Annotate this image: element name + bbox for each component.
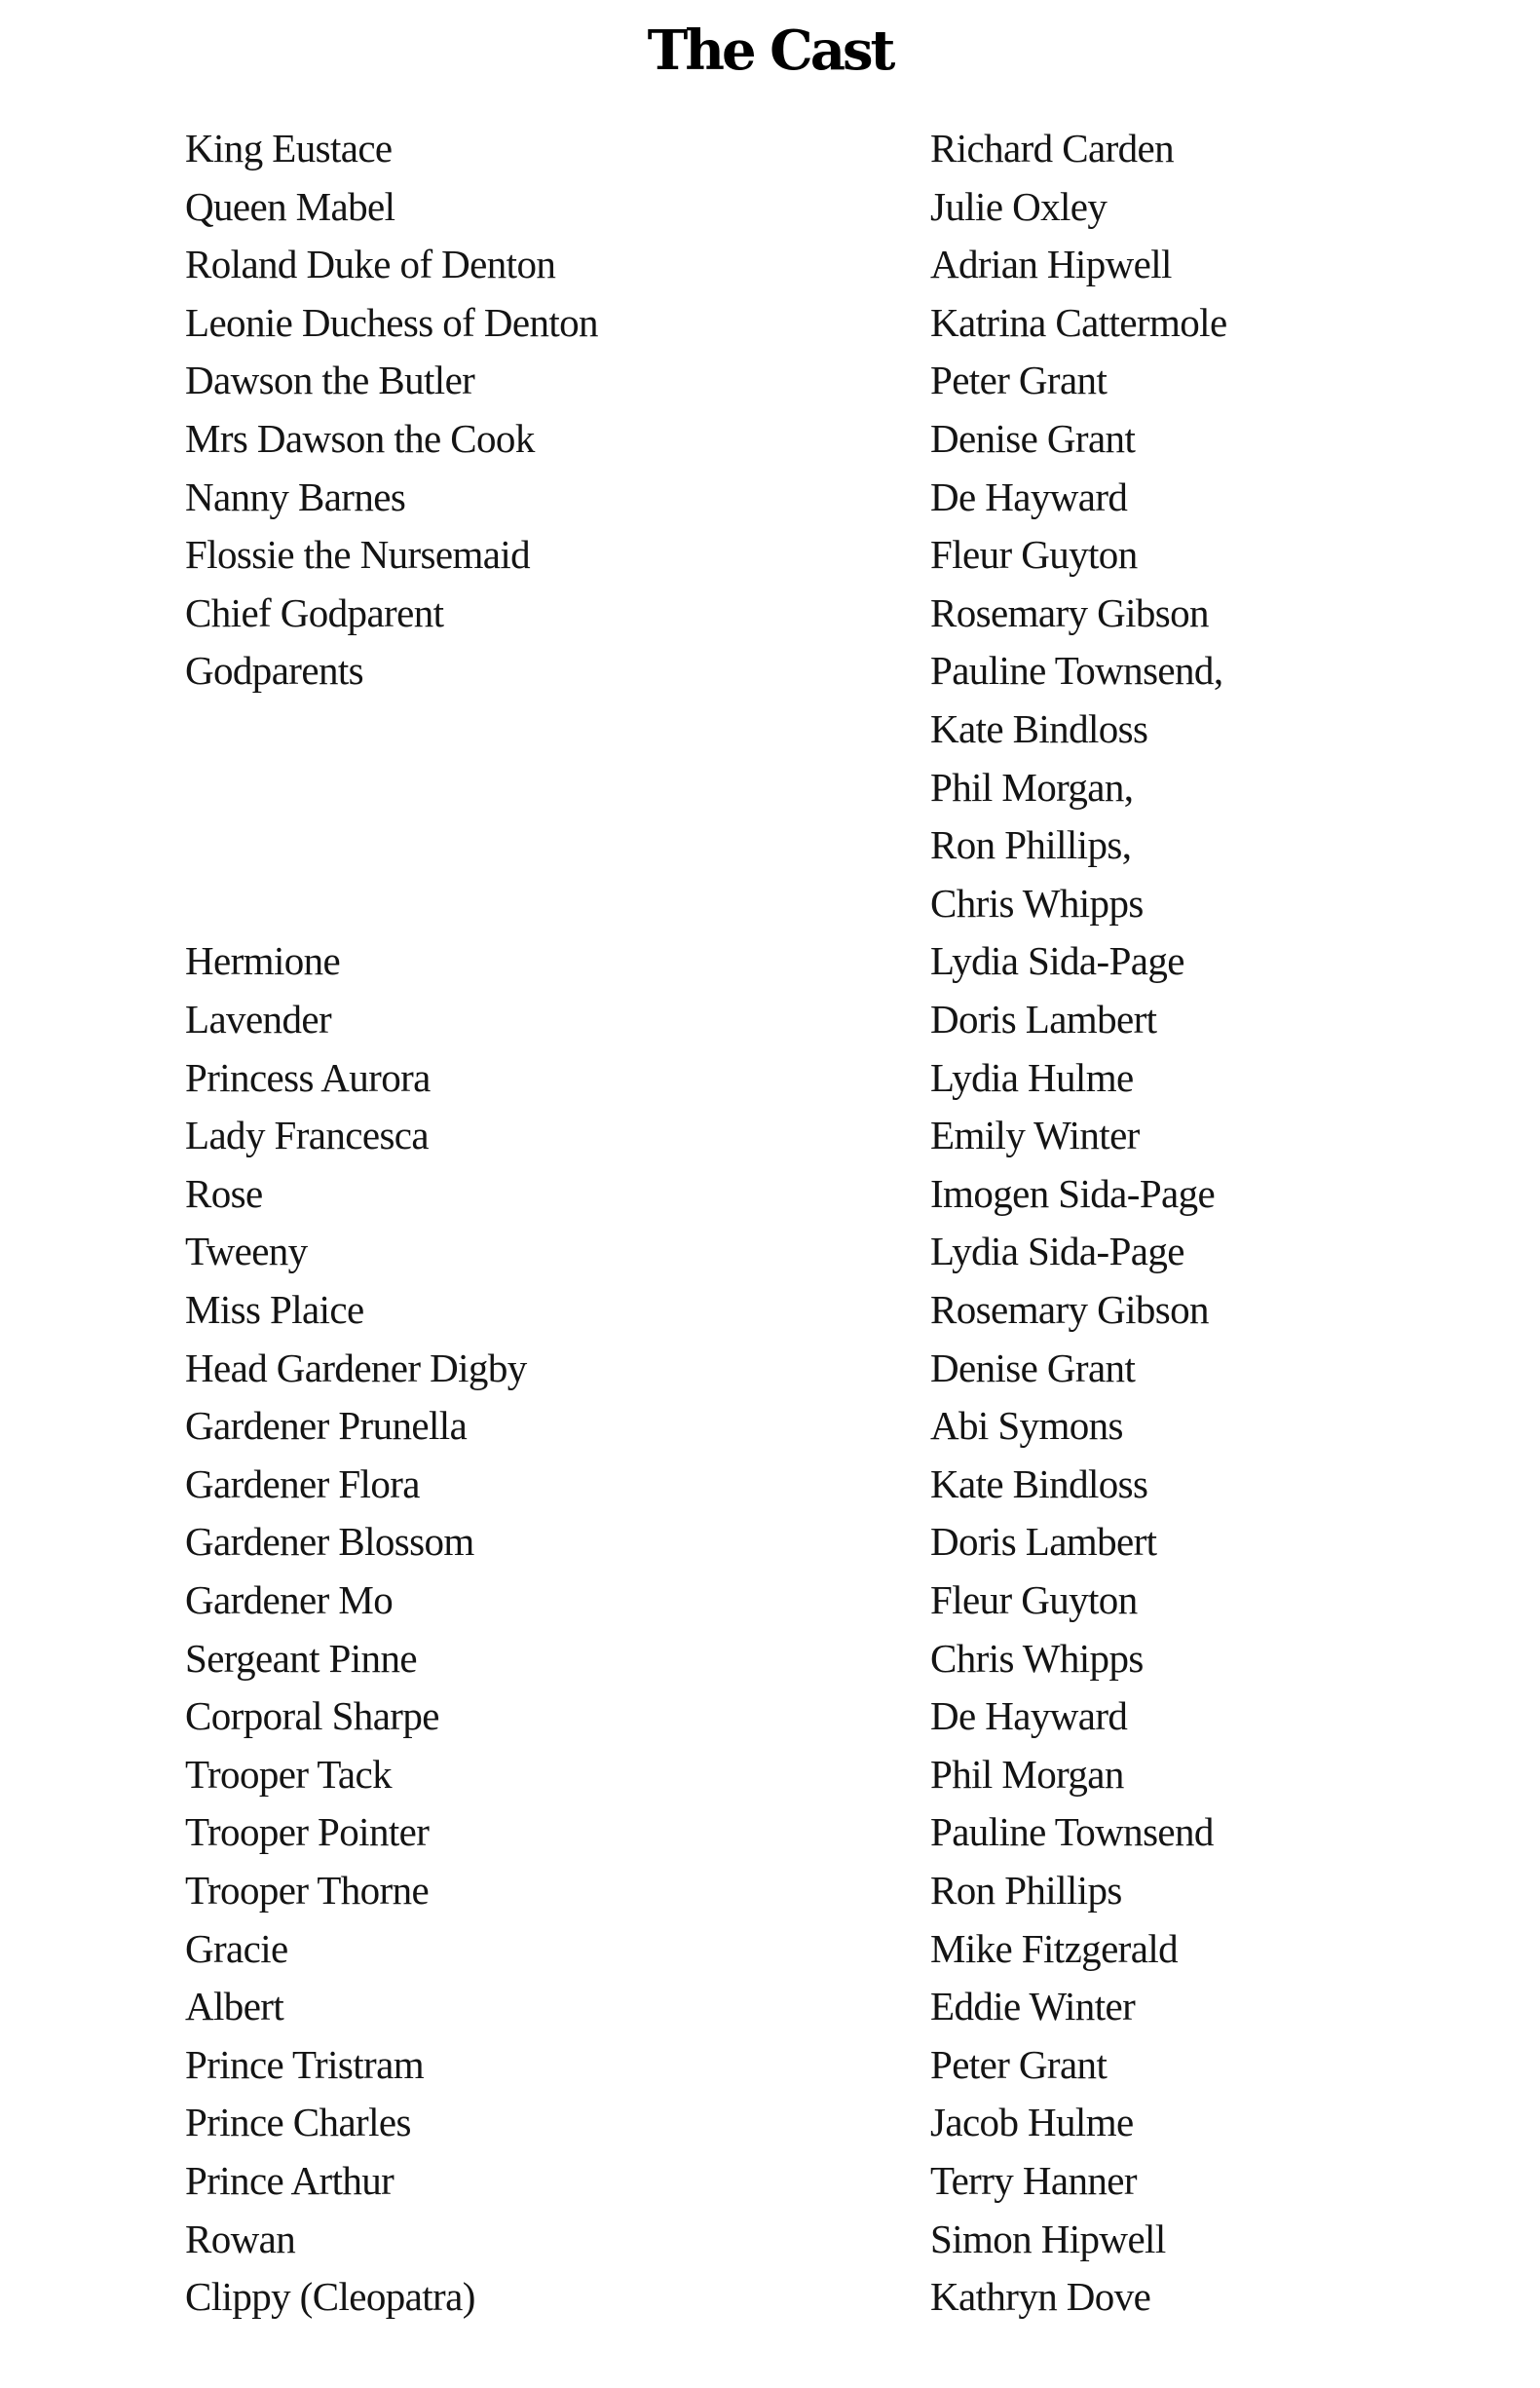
actor-name-23: Abi Symons (930, 1403, 1123, 1449)
actor-name-37: Simon Hipwell (930, 2216, 1166, 2261)
actor-name-16: Doris Lambert (930, 997, 1157, 1042)
actor-name-14: Chris Whipps (930, 880, 1144, 926)
role-name-35: Prince Charles (185, 2100, 411, 2145)
role-name-34: Prince Tristram (185, 2041, 424, 2087)
role-name-1: King Eustace (185, 126, 393, 171)
role-name-33: Albert (185, 1984, 284, 2029)
actor-name-26: Fleur Guyton (930, 1577, 1138, 1622)
role-name-17: Princess Aurora (185, 1054, 431, 1100)
actor-name-9: Rosemary Gibson (930, 589, 1209, 635)
actor-name-5: Peter Grant (930, 358, 1108, 403)
role-name-26: Gardener Mo (185, 1577, 394, 1622)
role-name-9: Chief Godparent (185, 589, 444, 635)
actor-name-11: Kate Bindloss (930, 706, 1148, 751)
actor-name-3: Adrian Hipwell (930, 242, 1172, 287)
actor-name-20: Lydia Sida-Page (930, 1229, 1184, 1274)
actor-name-10: Pauline Townsend, (930, 648, 1223, 694)
actor-name-19: Imogen Sida-Page (930, 1170, 1216, 1216)
role-name-3: Roland Duke of Denton (185, 242, 556, 287)
role-name-15: Hermione (185, 938, 341, 984)
actor-name-7: De Hayward (930, 474, 1128, 519)
actor-name-8: Fleur Guyton (930, 532, 1138, 578)
actor-name-6: Denise Grant (930, 416, 1136, 461)
role-name-21: Miss Plaice (185, 1287, 364, 1332)
role-name-20: Tweeny (185, 1229, 308, 1274)
role-name-19: Rose (185, 1170, 263, 1216)
role-name-22: Head Gardener Digby (185, 1345, 527, 1390)
actor-name-36: Terry Hanner (930, 2158, 1137, 2203)
role-name-29: Trooper Tack (185, 1751, 392, 1797)
actor-name-25: Doris Lambert (930, 1519, 1157, 1565)
actor-name-17: Lydia Hulme (930, 1054, 1134, 1100)
role-name-36: Prince Arthur (185, 2158, 394, 2203)
actor-name-34: Peter Grant (930, 2041, 1108, 2087)
role-name-31: Trooper Thorne (185, 1868, 430, 1913)
role-name-25: Gardener Blossom (185, 1519, 474, 1565)
actor-name-31: Ron Phillips (930, 1868, 1122, 1913)
page-title: The Cast (647, 19, 893, 83)
role-name-5: Dawson the Butler (185, 358, 475, 403)
role-name-6: Mrs Dawson the Cook (185, 416, 535, 461)
actor-name-15: Lydia Sida-Page (930, 938, 1184, 984)
role-name-28: Corporal Sharpe (185, 1693, 439, 1739)
role-name-2: Queen Mabel (185, 183, 395, 229)
actor-name-12: Phil Morgan, (930, 764, 1134, 810)
role-name-37: Rowan (185, 2216, 296, 2261)
role-name-18: Lady Francesca (185, 1113, 429, 1158)
actor-name-29: Phil Morgan (930, 1751, 1124, 1797)
actor-name-32: Mike Fitzgerald (930, 1925, 1179, 1971)
role-name-23: Gardener Prunella (185, 1403, 468, 1449)
role-name-30: Trooper Pointer (185, 1809, 430, 1855)
actor-name-13: Ron Phillips, (930, 822, 1132, 868)
actor-name-30: Pauline Townsend (930, 1809, 1214, 1855)
role-name-7: Nanny Barnes (185, 474, 406, 519)
actor-name-28: De Hayward (930, 1693, 1128, 1739)
actor-name-1: Richard Carden (930, 126, 1175, 171)
actor-name-4: Katrina Cattermole (930, 299, 1227, 345)
role-name-24: Gardener Flora (185, 1460, 420, 1506)
actor-name-18: Emily Winter (930, 1113, 1140, 1158)
role-name-27: Sergeant Pinne (185, 1635, 417, 1681)
actor-name-33: Eddie Winter (930, 1984, 1136, 2029)
role-name-32: Gracie (185, 1925, 288, 1971)
role-name-10: Godparents (185, 648, 364, 694)
actor-name-38: Kathryn Dove (930, 2274, 1151, 2320)
role-name-38: Clippy (Cleopatra) (185, 2274, 475, 2320)
actor-name-21: Rosemary Gibson (930, 1287, 1209, 1332)
actor-name-22: Denise Grant (930, 1345, 1136, 1390)
actor-name-35: Jacob Hulme (930, 2100, 1134, 2145)
actor-name-2: Julie Oxley (930, 183, 1108, 229)
actor-name-24: Kate Bindloss (930, 1460, 1148, 1506)
role-name-8: Flossie the Nursemaid (185, 532, 531, 578)
role-name-16: Lavender (185, 997, 331, 1042)
role-name-4: Leonie Duchess of Denton (185, 299, 598, 345)
actor-name-27: Chris Whipps (930, 1635, 1144, 1681)
